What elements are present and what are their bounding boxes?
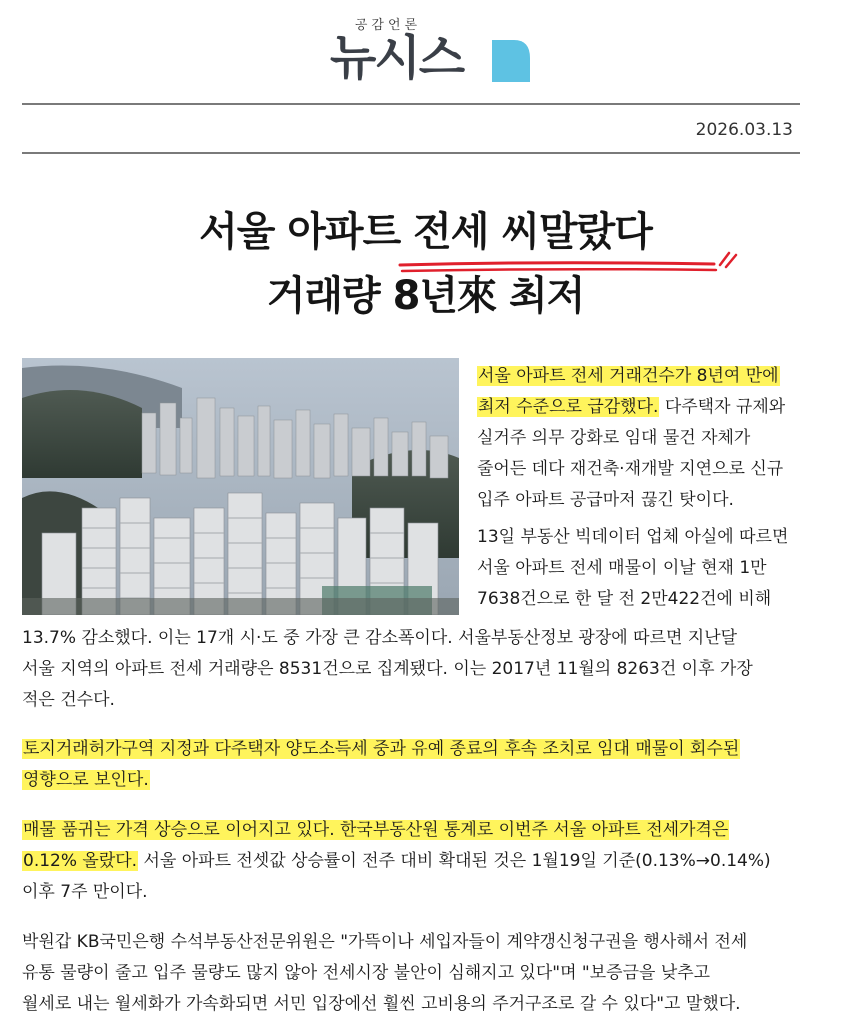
p2b-line2: 서울 지역의 아파트 전세 거래량은 8531건으로 집계됐다. 이는 2017년 11월의 8263건 이후 가장 bbox=[22, 659, 753, 679]
highlight-3b: 영향으로 보인다. bbox=[23, 770, 149, 790]
highlight-1a: 서울 아파트 전세 거래건수가 8년여 만에 bbox=[478, 366, 779, 386]
highlight-4b: 0.12% 올랐다. bbox=[23, 851, 138, 871]
p2-line1: 13일 부동산 빅데이터 업체 아실에 따르면 bbox=[477, 527, 789, 547]
paragraph-1 bbox=[477, 361, 829, 516]
highlight-1b: 최저 수준으로 급감했다. bbox=[478, 397, 659, 417]
newsis-logo: 뉴시스 bbox=[330, 30, 464, 86]
publish-date: 2026.03.13 bbox=[695, 120, 793, 140]
paragraph-3 bbox=[22, 734, 830, 796]
p2-line2: 서울 아파트 전세 매물이 이날 현재 1만 bbox=[477, 558, 767, 578]
p5-line2: 유통 물량이 줄고 입주 물량도 많지 않아 전세시장 불안이 심해지고 있다"며 "보증금을 낮추고 bbox=[22, 963, 711, 983]
paragraph-4 bbox=[22, 815, 830, 908]
top-divider bbox=[22, 103, 800, 105]
p5-line3: 월세로 내는 월세화가 가속화되면 서민 입장에선 훨씬 고비용의 주거구조로 갈 수 있다"고 말했다. bbox=[22, 994, 741, 1014]
highlight-4a: 매물 품귀는 가격 상승으로 이어지고 있다. 한국부동산원 통계로 이번주 서울 아파트 전세가격은 bbox=[23, 820, 729, 840]
p2b-line1: 13.7% 감소했다. 이는 17개 시·도 중 가장 큰 감소폭이다. 서울부동산정보 광장에 따르면 지난달 bbox=[22, 628, 738, 648]
headline-line1-b: 전세 씨말랐다 bbox=[413, 209, 652, 255]
bottom-divider bbox=[22, 152, 800, 154]
p1-line2-rest: 다주택자 규제와 bbox=[659, 397, 786, 417]
highlight-3a: 토지거래허가구역 지정과 다주택자 양도소득세 중과 유예 종료의 후속 조치로 임대 매물이 회수된 bbox=[23, 739, 740, 759]
p4-line3: 이후 7주 만이다. bbox=[22, 882, 148, 902]
paragraph-2-continued bbox=[22, 623, 830, 716]
red-underline-mark bbox=[396, 243, 741, 277]
logo-mark-icon bbox=[492, 40, 530, 82]
headline-line2: 거래량 8년來 최저 bbox=[266, 273, 585, 319]
paragraph-2 bbox=[477, 522, 829, 615]
p2-line3: 7638건으로 한 달 전 2만422건에 비해 bbox=[477, 589, 772, 609]
p1-line4: 줄어든 데다 재건축·재개발 지연으로 신규 bbox=[477, 459, 784, 479]
p1-line5: 입주 아파트 공급마저 끊긴 탓이다. bbox=[477, 490, 734, 510]
article-photo bbox=[22, 358, 459, 615]
masthead bbox=[0, 0, 851, 100]
p2b-line3: 적은 건수다. bbox=[22, 690, 115, 710]
paragraph-5 bbox=[22, 927, 830, 1020]
masthead-tagline: 공감언론 bbox=[354, 18, 422, 33]
p1-line3: 실거주 의무 강화로 임대 물건 자체가 bbox=[477, 428, 751, 448]
headline-line1-a: 서울 아파트 bbox=[199, 209, 414, 255]
p4-line2-rest: 서울 아파트 전셋값 상승률이 전주 대비 확대된 것은 1월19일 기준(0.13%→0.14%) bbox=[138, 851, 771, 871]
p5-line1: 박원갑 KB국민은행 수석부동산전문위원은 "가뜩이나 세입자들이 계약갱신청구권을 행사해서 전세 bbox=[22, 932, 748, 952]
